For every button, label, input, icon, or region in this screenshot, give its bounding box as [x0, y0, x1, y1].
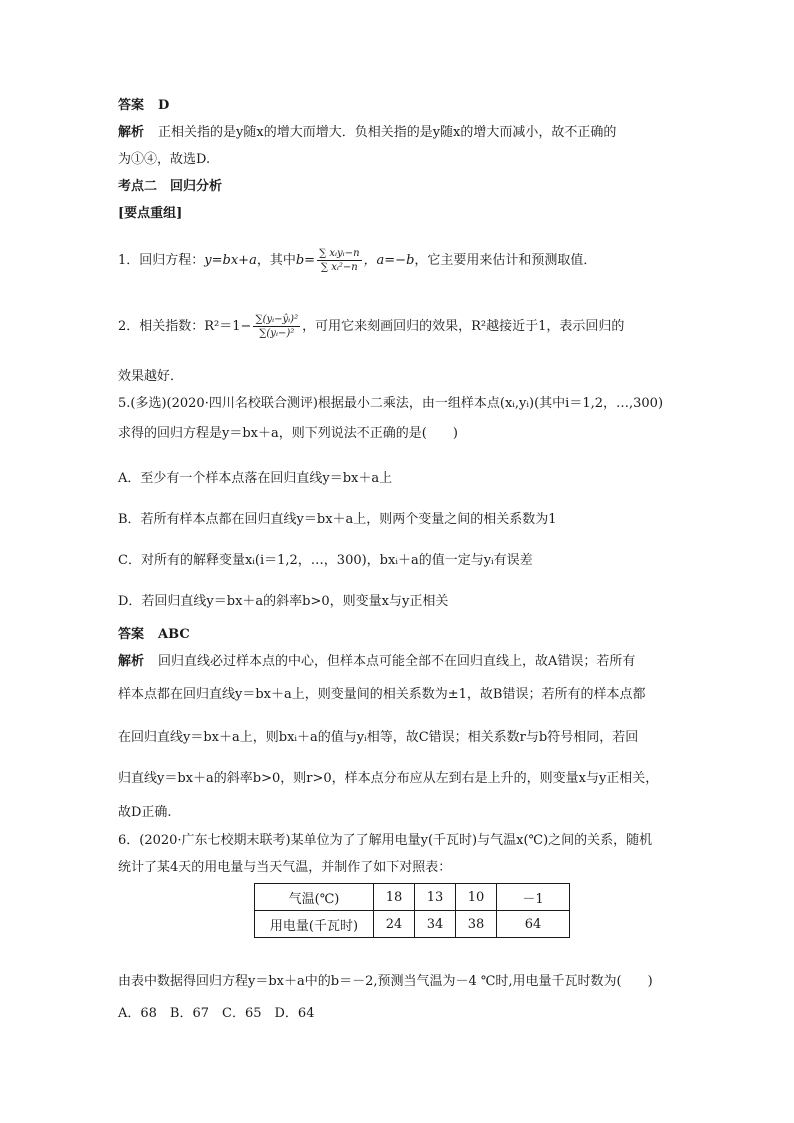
- table-row: [255, 884, 570, 911]
- answer-line: [118, 98, 169, 114]
- correlation-index-line-2: 效果越好．: [118, 369, 184, 384]
- table-cell: 10: [456, 884, 497, 911]
- table-cell: 13: [415, 884, 456, 911]
- q5-line-1: 5.(多选)(2020·四川名校联合测评)根据最小二乘法，由一组样本点(xᵢ,yᵢ)(其中i＝1,2，…,300): [118, 396, 664, 411]
- a-eq: ，a=: [363, 253, 396, 268]
- key-points-header: [要点重组]: [118, 206, 183, 221]
- regression-eq: y=bx+a: [204, 253, 257, 268]
- q6-line-2: 统计了某4天的用电量与当天气温，并制作了如下对照表：: [118, 860, 452, 875]
- answer-label-2: 答案: [118, 627, 145, 642]
- answer-value-2: ABC: [158, 627, 190, 642]
- r2-denominator: ∑(yᵢ−)²: [259, 328, 295, 339]
- r2-fraction: [253, 313, 300, 340]
- analysis2-line-1: [118, 654, 635, 670]
- b-numerator: ∑ xᵢyᵢ−n: [319, 248, 360, 259]
- table-cell: －1: [497, 884, 570, 911]
- answer-line-2: [118, 627, 190, 643]
- q6-options: A．68 B．67 C．65 D．64: [118, 1006, 315, 1021]
- b-eq: b=: [295, 253, 316, 268]
- q5-option-d: D．若回归直线y＝bx＋a的斜率b>0，则变量x与y正相关: [118, 594, 449, 609]
- q5-option-b: B．若所有样本点都在回归直线y＝bx＋a上，则两个变量之间的相关系数为1: [118, 512, 557, 527]
- regression-equation-line: [118, 246, 596, 276]
- table-cell: 24: [374, 911, 415, 938]
- analysis2-line-5: 故D正确.: [118, 805, 172, 820]
- q5-option-c: C．对所有的解释变量xᵢ(i＝1,2，…，300)，bxᵢ＋a的值一定与yᵢ有误差: [118, 553, 533, 568]
- analysis-label: 解析: [118, 125, 145, 140]
- analysis-line-2: 为①④，故选D.: [118, 152, 211, 167]
- table-row-label: 用电量(千瓦时): [255, 911, 374, 938]
- a-rhs: −b: [395, 253, 415, 268]
- q6-line-1: 6．(2020·广东七校期末联考)某单位为了了解用电量y(千瓦时)与气温x(℃)之间的关系，随机: [118, 833, 653, 848]
- item1-mid: ，其中: [256, 253, 296, 268]
- analysis2-line-3: 在回归直线y＝bx＋a上，则bxᵢ＋a的值与yᵢ相等，故C错误；相关系数r与b符号相同，若回: [118, 730, 639, 745]
- analysis2-line-2: 样本点都在回归直线y＝bx＋a上，则变量间的相关系数为±1，故B错误；若所有的样本点都: [118, 687, 646, 702]
- table-cell: 34: [415, 911, 456, 938]
- analysis2-line-4: 归直线y＝bx＋a的斜率b>0，则r>0，样本点分布应从左到右是上升的，则变量x与y正相关，: [118, 771, 659, 786]
- table-row: [255, 911, 570, 938]
- item2-suffix: ，可用它来刻画回归的效果，R²越接近于1，表示回归的: [302, 319, 625, 334]
- analysis2-text: 回归直线必过样本点的中心，但样本点可能全部不在回归直线上，故A错误；若所有: [158, 654, 636, 669]
- item1-prefix: 1．回归方程：: [118, 253, 205, 268]
- r2-numerator: ∑(yᵢ−ŷᵢ)²: [255, 314, 299, 325]
- section-title: 考点二 回归分析: [118, 179, 223, 194]
- table-cell: 38: [456, 911, 497, 938]
- analysis-text: 正相关指的是y随x的增大而增大．负相关指的是y随x的增大而减小，故不正确的: [158, 125, 617, 140]
- item2-prefix: 2．相关指数：R²＝1−: [118, 319, 252, 334]
- analysis2-label: 解析: [118, 654, 145, 669]
- b-denominator: ∑ xᵢ²−n: [320, 262, 358, 273]
- analysis-line-1: [118, 125, 616, 141]
- answer-label: 答案: [118, 98, 145, 113]
- correlation-index-line: [118, 312, 624, 342]
- table-row-label: 气温(℃): [255, 884, 374, 911]
- answer-value: D: [158, 98, 170, 113]
- b-fraction: [317, 247, 361, 274]
- table-cell: 18: [374, 884, 415, 911]
- item1-suffix: ，它主要用来估计和预测取值．: [414, 253, 597, 268]
- temperature-electricity-table: [254, 883, 570, 938]
- q5-option-a: A．至少有一个样本点落在回归直线y＝bx＋a上: [118, 471, 393, 486]
- q5-line-2: 求得的回归方程是y＝bx＋a，则下列说法不正确的是( ): [118, 426, 458, 441]
- table-cell: 64: [497, 911, 570, 938]
- q6-line-3: 由表中数据得回归方程y＝bx＋a中的b＝－2,预测当气温为－4 ℃时,用电量千瓦时数为( ): [118, 974, 653, 989]
